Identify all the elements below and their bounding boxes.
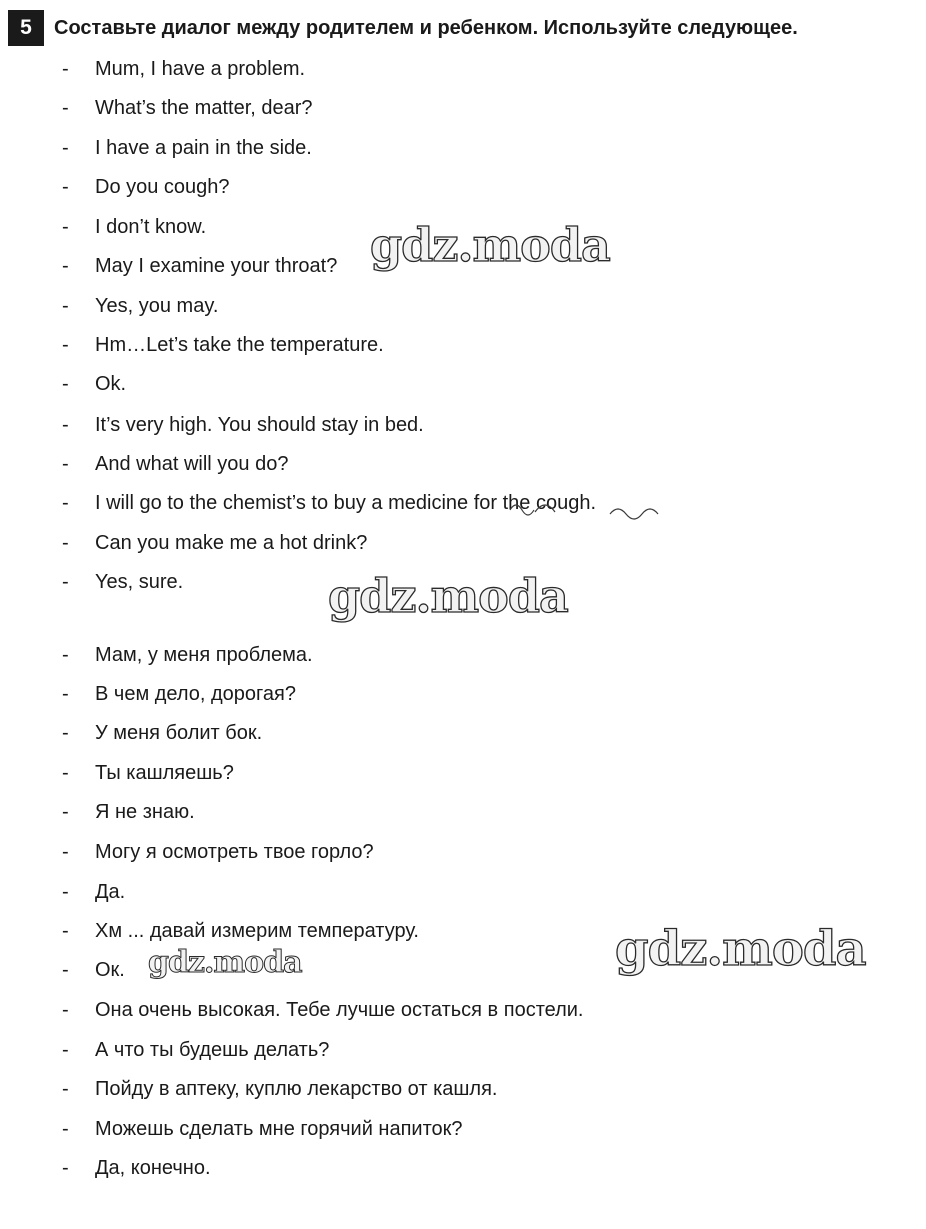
line-text: What’s the matter, dear? [95, 96, 313, 119]
dash: - [62, 880, 69, 903]
dash: - [62, 570, 69, 593]
line-text: May I examine your throat? [95, 254, 338, 277]
line-text: А что ты будешь делать? [95, 1038, 330, 1061]
dash: - [62, 1038, 69, 1061]
line-text: Mum, I have a problem. [95, 57, 306, 80]
line-text: Можешь сделать мне горячий напиток? [95, 1117, 463, 1140]
task-number-badge: 5 [8, 10, 44, 46]
dash: - [62, 1156, 69, 1179]
dash: - [62, 840, 69, 863]
dash: - [62, 800, 69, 823]
dash: - [62, 294, 69, 317]
scribble-mark [505, 492, 670, 522]
dash: - [62, 1117, 69, 1140]
dash: - [62, 643, 69, 666]
watermark: gdz.moda [148, 945, 302, 980]
task-instruction: Составьте диалог между родителем и ребенком. Используйте следующее. [54, 16, 798, 39]
line-text: Пойду в аптеку, куплю лекарство от кашля. [95, 1077, 498, 1100]
dash: - [62, 57, 69, 80]
dash: - [62, 413, 69, 436]
dash: - [62, 491, 69, 514]
dash: - [62, 136, 69, 159]
dash: - [62, 531, 69, 554]
line-text: Hm…Let’s take the temperature. [95, 333, 384, 356]
line-text: Я не знаю. [95, 800, 195, 823]
line-text: Да, конечно. [95, 1156, 211, 1179]
line-text: Ок. [95, 958, 125, 981]
line-text: Yes, you may. [95, 294, 219, 317]
line-text: It’s very high. You should stay in bed. [95, 413, 424, 436]
line-text: У меня болит бок. [95, 721, 263, 744]
line-text: Мам, у меня проблема. [95, 643, 313, 666]
line-text: And what will you do? [95, 452, 289, 475]
dash: - [62, 1077, 69, 1100]
watermark: gdz.moda [370, 218, 610, 272]
line-text: Хм ... давай измерим температуру. [95, 919, 419, 942]
watermark: gdz.moda [328, 569, 568, 623]
dash: - [62, 175, 69, 198]
line-text: Ok. [95, 372, 127, 395]
dash: - [62, 215, 69, 238]
line-text: I don’t know. [95, 215, 207, 238]
dash: - [62, 998, 69, 1021]
dash: - [62, 333, 69, 356]
line-text: Могу я осмотреть твое горло? [95, 840, 374, 863]
line-text: Да. [95, 880, 126, 903]
dash: - [62, 919, 69, 942]
dash: - [62, 958, 69, 981]
dash: - [62, 721, 69, 744]
dash: - [62, 682, 69, 705]
dash: - [62, 452, 69, 475]
task-header [8, 10, 798, 46]
line-text: I will go to the chemist’s to buy a medicine for the cough. [95, 491, 597, 514]
line-text: Ты кашляешь? [95, 761, 234, 784]
dash: - [62, 372, 69, 395]
line-text: I have a pain in the side. [95, 136, 312, 159]
line-text: Can you make me a hot drink? [95, 531, 368, 554]
line-text: Yes, sure. [95, 570, 184, 593]
line-text: Do you cough? [95, 175, 230, 198]
line-text: В чем дело, дорогая? [95, 682, 296, 705]
dash: - [62, 96, 69, 119]
dash: - [62, 254, 69, 277]
dash: - [62, 761, 69, 784]
line-text: Она очень высокая. Тебе лучше остаться в постели. [95, 998, 584, 1021]
watermark: gdz.moda [615, 921, 866, 977]
